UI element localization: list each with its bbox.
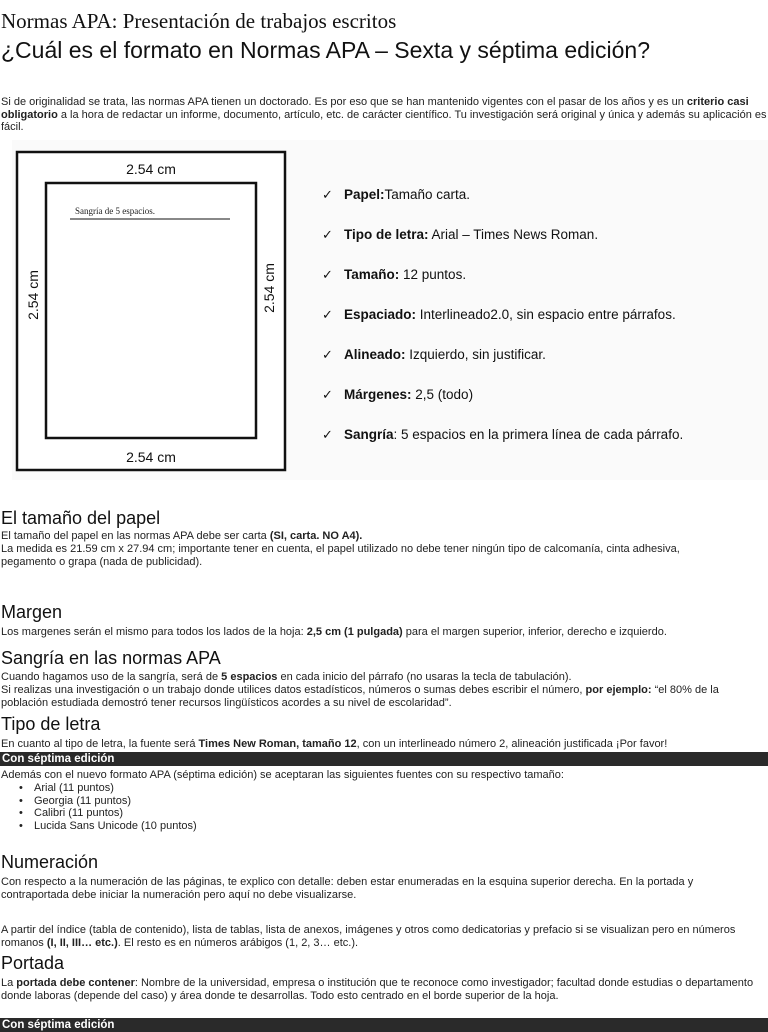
numeracion-paragraph-2: A partir del índice (tabla de contenido), lista de tablas, lista de anexos, imágenes y otros como dedicatorias y prefacio si se visualizan pero en números romanos (I, II, III… etc.). El resto es en números arábigos (1, 2, 3… etc.).: [1, 924, 736, 949]
list-item: • Georgia (11 puntos): [34, 795, 197, 808]
check-icon: ✓: [322, 307, 333, 322]
right-margin-label: 2.54 cm: [261, 263, 277, 313]
heading-portada: Portada: [1, 953, 65, 973]
sangria-line-1: Cuando hagamos uso de la sangría, será de 5 espacios en cada inicio del párrafo (no usaras la tecla de tabulación).: [1, 671, 572, 683]
papel-paragraph-2: La medida es 21.59 cm x 27.94 cm; importante tener en cuenta, el papel utilizado no debe tener ningún tipo de calcomanía, cinta adhesiva, pegamento o grapa (nada de publicidad).: [1, 543, 680, 568]
intro-bold: criterio casi obligatorio: [1, 96, 749, 121]
indent-label: Sangría de 5 espacios.: [75, 206, 155, 216]
left-margin-label: 2.54 cm: [25, 270, 41, 320]
top-margin-label: 2.54 cm: [126, 161, 176, 177]
check-icon: ✓: [322, 387, 333, 402]
checklist-item: ✓ Alineado: Izquierdo, sin justificar.: [322, 347, 546, 362]
septima-edition-bar-2: Con séptima edición: [0, 1018, 768, 1032]
list-item: • Arial (11 puntos): [34, 782, 197, 795]
list-item: • Lucida Sans Unicode (10 puntos): [34, 820, 197, 833]
check-icon: ✓: [322, 187, 333, 202]
septima-intro: Además con el nuevo formato APA (séptima edición) se aceptaran las siguientes fuentes con su respectivo tamaño:: [1, 769, 564, 781]
intro-text-1: Si de originalidad se trata, las normas APA tienen un doctorado. Es por eso que se han mantenido vigentes con el pasar de los años y es un: [1, 96, 687, 108]
heading-margen: Margen: [1, 602, 63, 622]
intro-text-2: a la hora de redactar un informe, documento, artículo, etc. de carácter científico. Tu investigación será original y única y además su aplicación es fácil.: [1, 108, 767, 133]
list-item: • Calibri (11 puntos): [34, 807, 197, 820]
papel-line-1: El tamaño del papel en las normas APA debe ser carta (SI, carta. NO A4).: [1, 530, 363, 542]
checklist-item: ✓ Sangría: 5 espacios en la primera línea de cada párrafo.: [322, 427, 684, 442]
format-checklist: [322, 186, 683, 466]
margen-paragraph: Los margenes serán el mismo para todos los lados de la hoja: 2,5 cm (1 pulgada) para el margen superior, inferior, derecho e izquierdo.: [1, 626, 667, 638]
bottom-margin-label: 2.54 cm: [126, 449, 176, 465]
heading-numeracion: Numeración: [1, 852, 99, 872]
portada-paragraph: La portada debe contener: Nombre de la universidad, empresa o institución que te reconoce como investigador; facultad donde estudias o departamento donde laboras (depende del caso) y área donde te desarrollas. Todo esto centrado en el borde superior de la hoja.: [1, 977, 754, 1002]
septima-edition-bar: Con séptima edición: [0, 752, 768, 766]
intro-paragraph: [1, 96, 767, 134]
page-margins-diagram: [12, 140, 312, 480]
sangria-paragraph-2: Si realizas una investigación o un trabajo donde utilices datos estadísticos, números o sumas debes escribir el número, por ejemplo: “el 80% de la población estudiada demostró tener recursos lingüísticos acordes a su nivel de escolaridad”.: [1, 684, 719, 709]
heading-tipo-letra: Tipo de letra: [1, 714, 101, 734]
heading-papel: El tamaño del papel: [1, 508, 161, 528]
tipo-paragraph: En cuanto al tipo de letra, la fuente será Times New Roman, tamaño 12, con un interlineado número 2, alineación justificada ¡Por favor!: [1, 738, 668, 750]
check-icon: ✓: [322, 427, 333, 442]
checklist-item: ✓ Márgenes: 2,5 (todo): [322, 387, 474, 402]
inner-margin-rect: [46, 183, 256, 438]
numeracion-paragraph-1: Con respecto a la numeración de las páginas, te explico con detalle: deben estar enumeradas en la esquina superior derecha. En la portada y contraportada debe iniciar la numeración pero aquí no debe visualizarse.: [1, 876, 694, 901]
main-title: ¿Cuál es el formato en Normas APA – Sexta y séptima edición?: [1, 37, 650, 63]
check-icon: ✓: [322, 227, 333, 242]
check-icon: ✓: [322, 267, 333, 282]
font-list: [34, 782, 197, 832]
checklist-item: ✓ Papel:Tamaño carta.: [322, 187, 471, 202]
checklist-item: ✓ Tamaño: 12 puntos.: [322, 267, 467, 282]
check-icon: ✓: [322, 347, 333, 362]
checklist-item: ✓ Espaciado: Interlineado2.0, sin espacio entre párrafos.: [322, 307, 676, 322]
checklist-item: ✓ Tipo de letra: Arial – Times News Roman.: [322, 227, 599, 242]
apa-format-figure: [12, 140, 768, 480]
document-title: Normas APA: Presentación de trabajos escritos: [1, 9, 397, 33]
heading-sangria: Sangría en las normas APA: [1, 648, 221, 668]
